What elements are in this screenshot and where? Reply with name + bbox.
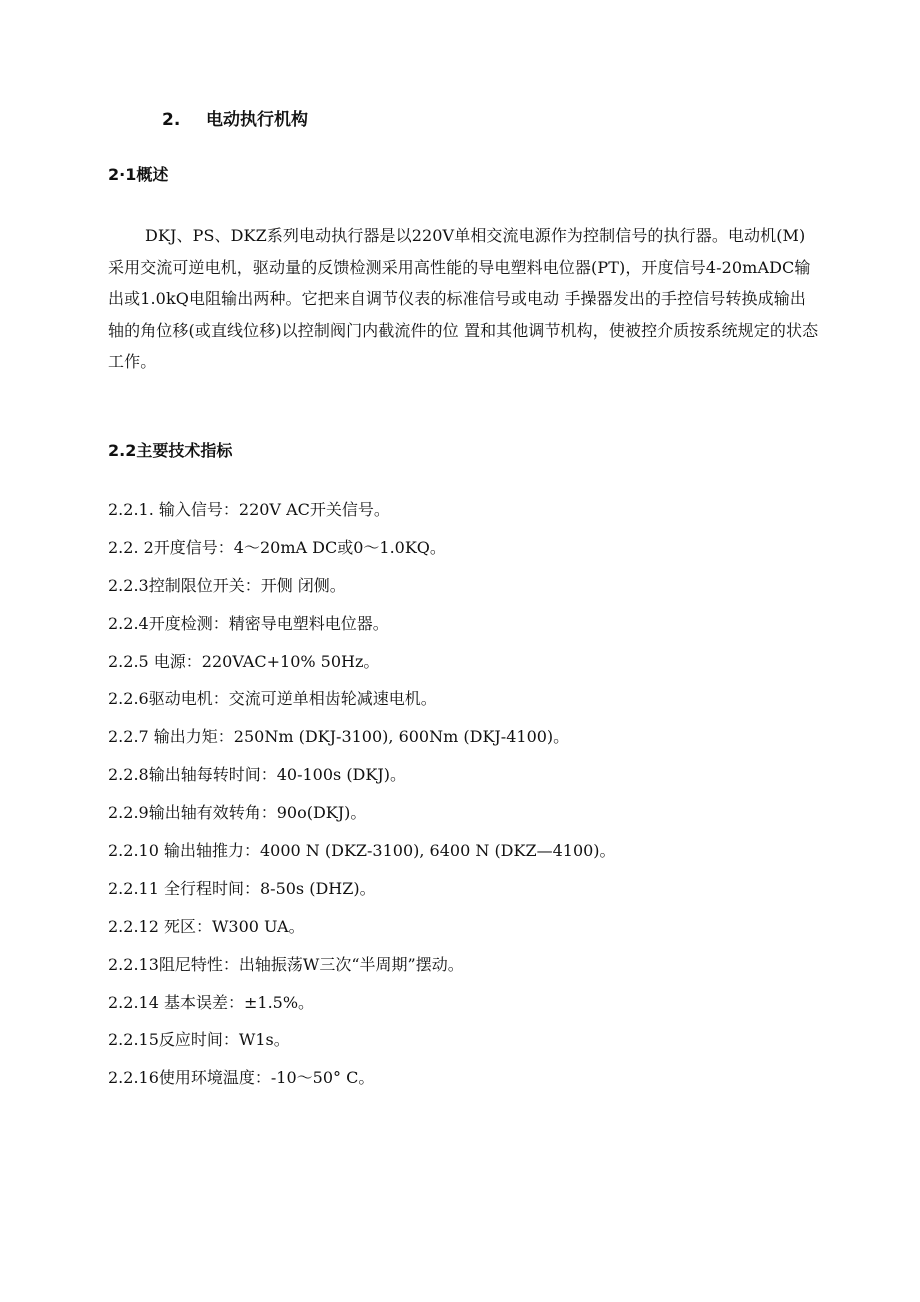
spec-item: 2.2.10 输出轴推力：4000 N (DKZ-3100), 6400 N (DKZ—4100)。 [108, 841, 616, 861]
spec-item: 2.2.8输出轴每转时间：40-100s (DKJ)。 [108, 765, 406, 785]
spec-list [108, 496, 820, 1102]
section-heading [0, 106, 920, 134]
spec-item: 2.2.11 全行程时间：8-50s (DHZ)。 [108, 878, 376, 898]
spec-item: 2.2.16使用环境温度：-10〜50° C。 [108, 1068, 375, 1088]
spec-item: 2.2.5 电源：220VAC+10% 50Hz。 [108, 651, 380, 671]
spec-item: 2.2.6驱动电机：交流可逆单相齿轮减速电机。 [108, 689, 437, 709]
spec-item: 2.2.3控制限位开关：开侧 闭侧。 [108, 575, 346, 595]
spec-item: 2.2.12 死区：W300 UA。 [108, 916, 305, 936]
spec-item: 2.2.14 基本误差：±1.5%。 [108, 992, 315, 1012]
spec-item: 2.2.13阻尼特性：出轴振荡W三次“半周期”摆动。 [108, 954, 464, 974]
spec-item: 2.2.15反应时间：W1s。 [108, 1030, 290, 1050]
spec-item: 2.2. 2开度信号：4〜20mA DC或0〜1.0KQ。 [108, 537, 446, 557]
section-number: 2. [162, 110, 181, 130]
section-title: 电动执行机构 [206, 110, 308, 130]
spec-item: 2.2.7 输出力矩：250Nm (DKJ-3100), 600Nm (DKJ-4100)。 [108, 727, 570, 747]
specs-heading: 2.2主要技术指标 [108, 441, 233, 460]
overview-heading: 2·1概述 [108, 165, 169, 184]
overview-paragraph: DKJ、PS、DKZ系列电动执行器是以220V单相交流电源作为控制信号的执行器。电动机(M)采用交流可逆电机，驱动量的反馈检测采用高性能的导电塑料电位器(PT)，开度信号4-20mADC输出或1.0kQ电阻输出两种。它把来自调节仪表的标准信号或电动 手操器发出的手控信号转换成输出轴的角位移(或直线位移)以控制阀门内截流件的位 置和其他调节机构，使被控介质按系统规定的状态工作。 [108, 226, 819, 371]
spec-item: 2.2.9输出轴有效转角：90o(DKJ)。 [108, 803, 367, 823]
spec-item: 2.2.4开度检测：精密导电塑料电位器。 [108, 613, 389, 633]
spec-item: 2.2.1. 输入信号：220V AC开关信号。 [108, 500, 390, 519]
